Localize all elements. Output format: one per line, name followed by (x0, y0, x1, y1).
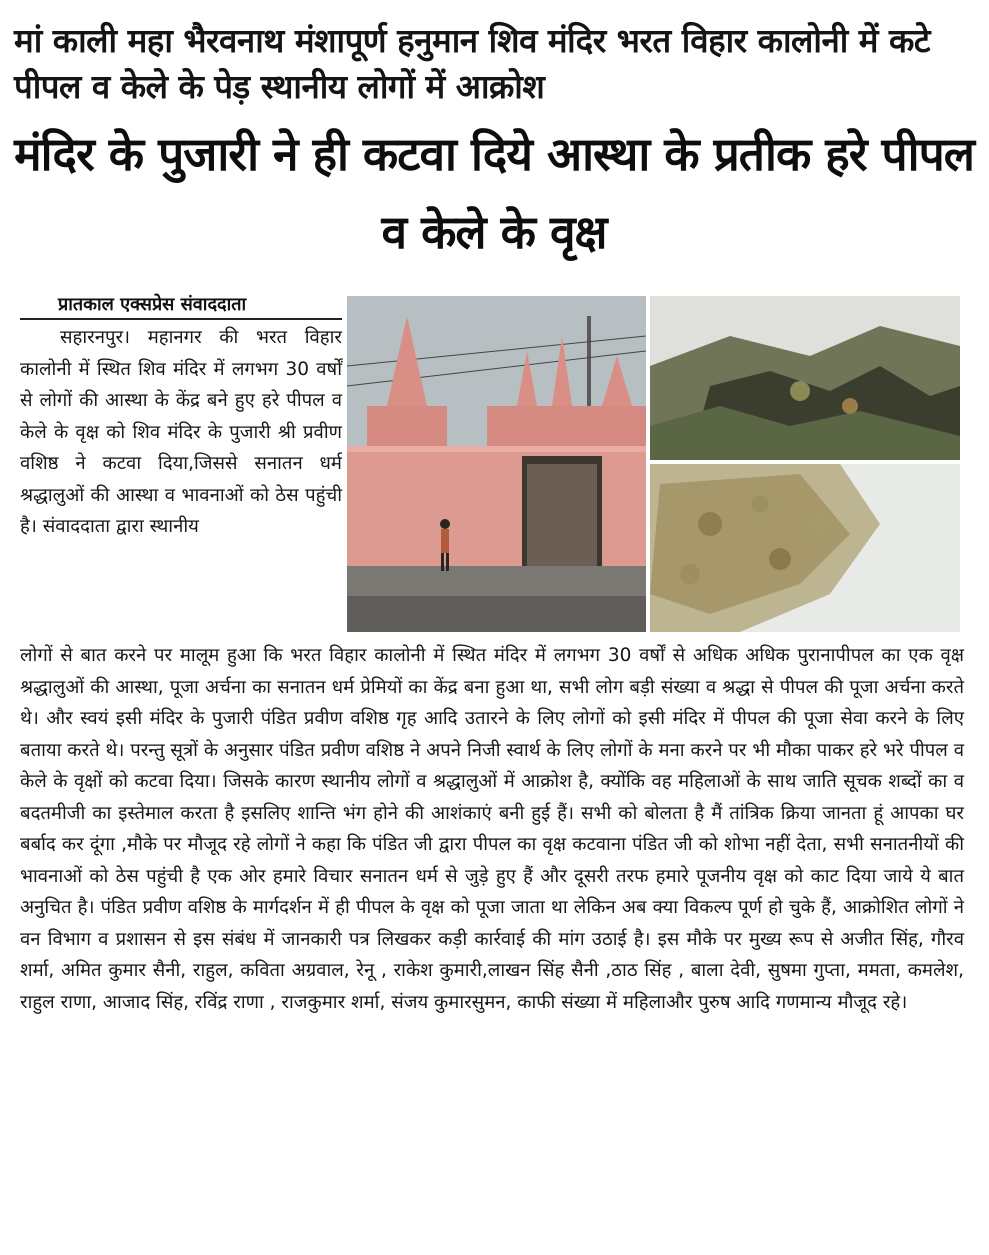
article-kicker: मां काली महा भैरवनाथ मंशापूर्ण हनुमान शिव मंदिर भरत विहार कालोनी में कटे पीपल व केले के पेड़ स्थानीय लोगों में आक्रोश (14, 21, 931, 106)
temple-photo (347, 296, 646, 632)
article-lead-column: सहारनपुर। महानगर की भरत विहार कालोनी में स्थित शिव मंदिर में लगभग 30 वर्षों से लोगों की आस्था के केंद्र बने हुए हरे पीपल व केले के वृक्ष को शिव मंदिर के पुजारी श्री प्रवीण वशिष्ठ ने कटवा दिया,जिससे सनातन धर्म श्रद्धालुओं की आस्था व भावनाओं को ठेस पहुंची है। संवाददाता द्वारा स्थानीय (20, 327, 342, 537)
fallen-leaves-illustration (650, 464, 960, 632)
fallen-leaves-photo (650, 464, 960, 632)
cut-tree-site-illustration (650, 296, 960, 460)
temple-photo-illustration (347, 296, 646, 632)
article-body: लोगों से बात करने पर मालूम हुआ कि भरत विहार कालोनी में स्थित मंदिर में लगभग 30 वर्षों से अधिक अधिक पुरानापीपल का एक वृक्ष श्रद्धालुओं की आस्था, पूजा अर्चना का सनातन धर्म प्रेमियों का केंद्र बना हुआ था, सभी लोग बड़ी संख्या व श्रद्धा से पीपल की पूजा अर्चना करते थे। और स्वयं इसी मंदिर के पुजारी पंडित प्रवीण वशिष्ठ गृह आदि उतारने के लिए लोगों को इसी मंदिर में पीपल की पूजा सेवा करने के लिए बताया करते थे। परन्तु सूत्रों के अनुसार पंडित प्रवीण वशिष्ठ ने अपने निजी स्वार्थ के लिए लोगों के मना करने पर भी मौका पाकर हरे भरे पीपल व केले के वृक्षों को कटवा दिया। जिसके कारण स्थानीय लोगों व श्रद्धालुओं में आक्रोश है, क्योंकि वह महिलाओं के साथ जाति सूचक शब्दों का व बदतमीजी का इस्तेमाल करता है इसलिए शान्ति भंग होने की आशंकाएं बनी हुई हैं। सभी को बोलता है मैं तांत्रिक क्रिया जानता हूं आपका घर बर्बाद कर दूंगा ,मौके पर मौजूद रहे लोगों ने कहा कि पंडित जी द्वारा पीपल का वृक्ष कटवाना पंडित जी को शोभा नहीं देता, सभी सनातनीयों की भावनाओं को ठेस पहुंची है एक ओर हमारे विचार सनातन धर्म से जुड़े हुए हैं और दूसरी तरफ हमारे पूजनीय वृक्ष को काट दिया जाये ये बात अनुचित है। पंडित प्रवीण वशिष्ठ के मार्गदर्शन में ही पीपल के वृक्ष को पूजा जाता था लेकिन अब क्या विकल्प पूर्ण हो चुके हैं, आक्रोशित लोगों ने वन विभाग व प्रशासन से इस संबंध में जानकारी पत्र लिखकर कड़ी कार्रवाई की मांग उठाई है। इस मौके पर मुख्य रूप से अजीत सिंह, गौरव शर्मा, अमित कुमार सैनी, राहुल, कविता अग्रवाल, रेनू , राकेश कुमारी,लाखन सिंह सैनी ,ठाठ सिंह , बाला देवी, सुषमा गुप्ता, ममता, कमलेश, राहुल राणा, आजाद सिंह, रविंद्र राणा , राजकुमार शर्मा, संजय कुमारसुमन, काफी संख्या में महिलाऔर पुरुष आदि गणमान्य मौजूद रहे। (20, 645, 964, 1013)
cut-tree-site-photo (650, 296, 960, 460)
article-headline: मंदिर के पुजारी ने ही कटवा दिये आस्था के प्रतीक हरे पीपल व केले के वृक्ष (14, 127, 974, 259)
byline-underline (20, 318, 342, 320)
article-byline: प्रातकाल एक्सप्रेस संवाददाता (58, 294, 247, 315)
